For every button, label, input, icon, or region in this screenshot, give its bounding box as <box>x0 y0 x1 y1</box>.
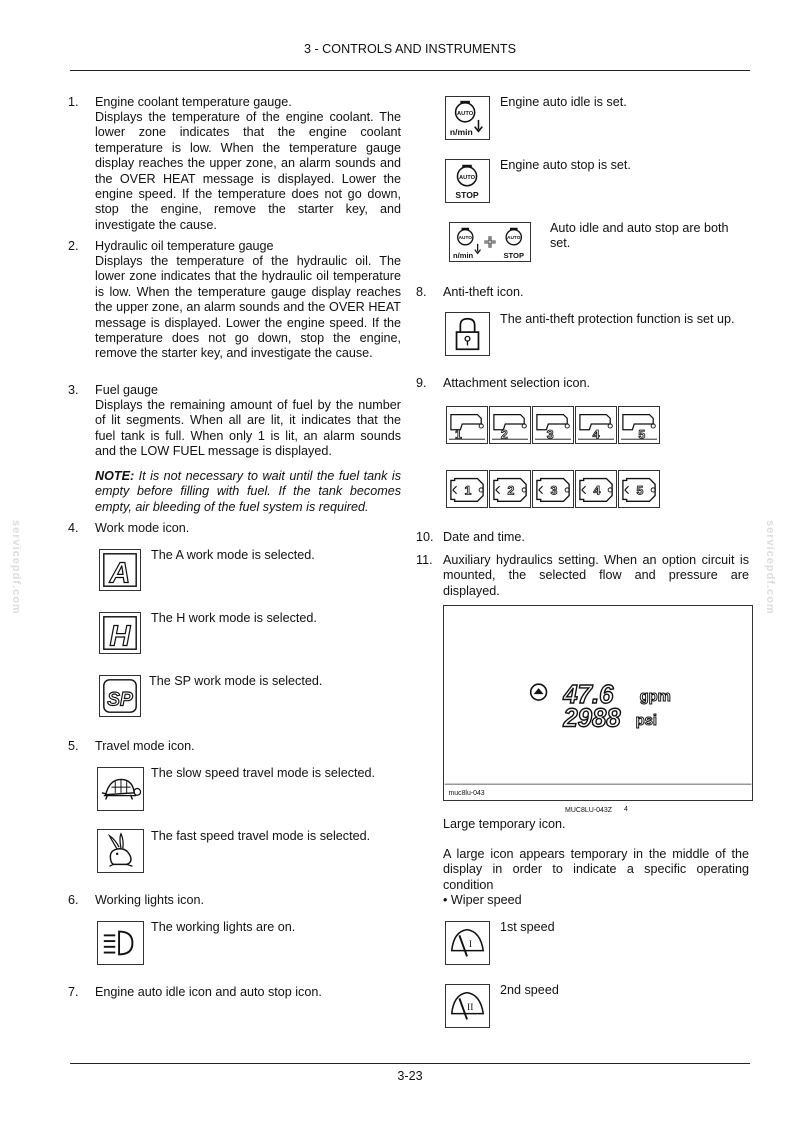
auto-idle-stop-icon <box>449 222 531 262</box>
attachment-icon <box>618 406 660 444</box>
item-number: 2. <box>68 239 79 253</box>
attachment-icon-row <box>446 406 662 444</box>
item-title: Fuel gauge <box>95 383 159 397</box>
attachment-icon <box>532 406 574 444</box>
auto-text: AUTO <box>458 236 472 242</box>
item-title: Engine coolant temperature gauge. <box>95 95 292 109</box>
attachment-icon <box>446 406 488 444</box>
figure-code: MUC8LU-043Z <box>565 807 613 814</box>
auto-text: AUTO <box>458 175 476 182</box>
flow-unit: gpm <box>639 689 671 706</box>
item-body: Displays the temperature of the engine coolant. The lower zone indicates that the engine coolant temperature is low. When the temperature gauge display reaches the upper zone, an alarm sounds and the OVER HEAT message is displayed. Lower the engine speed. If the temperature does not go down, stop the engine, remove the starter key, and investigate the cause. <box>95 110 401 232</box>
note-text: It is not necessary to wait until the fuel tank is empty before filling with fuel. If the tank becomes empty, air bleeding of the fuel system is required. <box>95 469 401 514</box>
attachment-digit: 3 <box>546 427 554 442</box>
nmin-text: n/min <box>452 251 474 261</box>
rabbit-icon <box>97 829 144 873</box>
large-icon-title: Large temporary icon. <box>443 817 566 831</box>
wiper-speed-2-icon <box>445 984 490 1028</box>
roman-two: II <box>467 1001 474 1013</box>
large-icon-body: A large icon appears temporary in the middle of the display in order to indicate a specific operating condition <box>443 847 749 892</box>
pressure-value: 2988 <box>563 704 621 733</box>
item-number: 3. <box>68 383 79 397</box>
item-number: 9. <box>416 376 427 390</box>
page-header: 3 - CONTROLS AND INSTRUMENTS <box>303 42 516 56</box>
attachment-digit: 1 <box>464 483 472 498</box>
attachment-digit: 2 <box>500 427 508 442</box>
attachment-icon <box>575 406 617 444</box>
item-number: 7. <box>68 985 79 999</box>
auto-text: AUTO <box>507 236 521 242</box>
attachment-icon <box>489 406 531 444</box>
auto-idle-label: Engine auto idle is set. <box>500 95 627 109</box>
item-title: Travel mode icon. <box>95 739 195 753</box>
attachment-selected-icon <box>575 470 617 508</box>
working-light-label: The working lights are on. <box>151 920 296 934</box>
item-body: Displays the temperature of the hydraulic oil. The lower zone indicates that the hydraulic oil temperature is low. When the temperature gauge display reaches the upper zone, an alarm sounds and the OVER HEAT message is displayed. Lower the engine speed. If the temperature does not go down, stop the engine, remove the starter key, and investigate the cause. <box>95 254 401 361</box>
wiper-speed-2-label: 2nd speed <box>500 983 559 997</box>
work-mode-sp-label: The SP work mode is selected. <box>149 674 323 688</box>
attachment-selected-icon <box>446 470 488 508</box>
attachment-icon-row-selected <box>446 470 662 508</box>
attachment-selected-icon <box>618 470 660 508</box>
turtle-icon <box>97 767 144 811</box>
wiper-bullet: • Wiper speed <box>443 893 522 907</box>
nmin-text: n/min <box>449 127 473 138</box>
slow-travel-label: The slow speed travel mode is selected. <box>151 766 376 780</box>
note <box>95 469 401 515</box>
item-number: 4. <box>68 521 79 535</box>
item-number: 11. <box>416 553 433 567</box>
stop-text: STOP <box>503 251 525 261</box>
figure-number: 4 <box>624 806 628 813</box>
roman-one: I <box>468 938 473 950</box>
work-mode-h-label: The H work mode is selected. <box>151 611 317 625</box>
attachment-digit: 2 <box>507 483 515 498</box>
auto-text: AUTO <box>457 111 474 118</box>
attachment-digit: 5 <box>636 483 644 498</box>
lock-icon <box>445 312 490 356</box>
item-title: Date and time. <box>443 530 525 544</box>
fast-travel-label: The fast speed travel mode is selected. <box>151 829 371 843</box>
item-number: 10. <box>416 530 434 544</box>
watermark-left: servicepdf.com <box>10 520 22 615</box>
work-mode-sp-icon <box>99 675 141 717</box>
item-title: Engine auto idle icon and auto stop icon. <box>95 985 322 999</box>
work-mode-a-label: The A work mode is selected. <box>151 548 315 562</box>
attachment-digit: 3 <box>550 483 558 498</box>
display-inner-caption: muc8lu-043 <box>448 790 485 798</box>
item-title: Work mode icon. <box>95 521 190 535</box>
auto-both-label: Auto idle and auto stop are both set. <box>550 221 729 251</box>
note-label: NOTE: <box>95 469 135 483</box>
auto-stop-icon <box>445 159 490 203</box>
pressure-unit: psi <box>635 712 658 729</box>
work-mode-a-icon <box>99 549 141 591</box>
page-number: 3-23 <box>397 1069 423 1083</box>
item-title: Anti-theft icon. <box>443 285 524 299</box>
attachment-selected-icon <box>532 470 574 508</box>
item-number: 8. <box>416 285 427 299</box>
attachment-digit: 4 <box>593 483 601 498</box>
auto-stop-label: Engine auto stop is set. <box>500 158 631 172</box>
item-body: Auxiliary hydraulics setting. When an option circuit is mounted, the selected flow and pressure are displayed. <box>443 553 749 598</box>
work-mode-sp-glyph: SP <box>107 689 133 711</box>
item-number: 5. <box>68 739 79 753</box>
header-rule <box>70 70 750 71</box>
item-title: Working lights icon. <box>95 893 204 907</box>
stop-text: STOP <box>455 190 479 201</box>
work-mode-a-glyph: A <box>109 557 131 590</box>
item-body: Displays the remaining amount of fuel by the number of lit segments. When all are lit, it indicates that the fuel tank is full. When only 1 is lit, an alarm sounds and the LOW FUEL message is displayed. <box>95 398 401 459</box>
work-mode-h-icon <box>99 612 141 654</box>
auto-idle-icon <box>445 96 490 140</box>
working-light-icon <box>97 921 144 965</box>
item-title: Hydraulic oil temperature gauge <box>95 239 274 253</box>
flow-value: 47.6 <box>563 681 614 709</box>
anti-theft-label: The anti-theft protection function is set up. <box>500 312 735 326</box>
item-number: 6. <box>68 893 79 907</box>
attachment-selected-icon <box>489 470 531 508</box>
display-screen <box>443 605 753 801</box>
watermark-right: servicepdf.com <box>764 520 776 615</box>
attachment-digit: 1 <box>455 427 462 442</box>
attachment-digit: 5 <box>638 427 646 442</box>
item-number: 1. <box>68 95 79 109</box>
item-title: Attachment selection icon. <box>443 376 591 390</box>
footer-rule <box>70 1063 750 1064</box>
work-mode-h-glyph: H <box>109 620 131 653</box>
wiper-speed-1-icon <box>445 921 490 965</box>
attachment-digit: 4 <box>592 427 600 442</box>
wiper-speed-1-label: 1st speed <box>500 920 555 934</box>
